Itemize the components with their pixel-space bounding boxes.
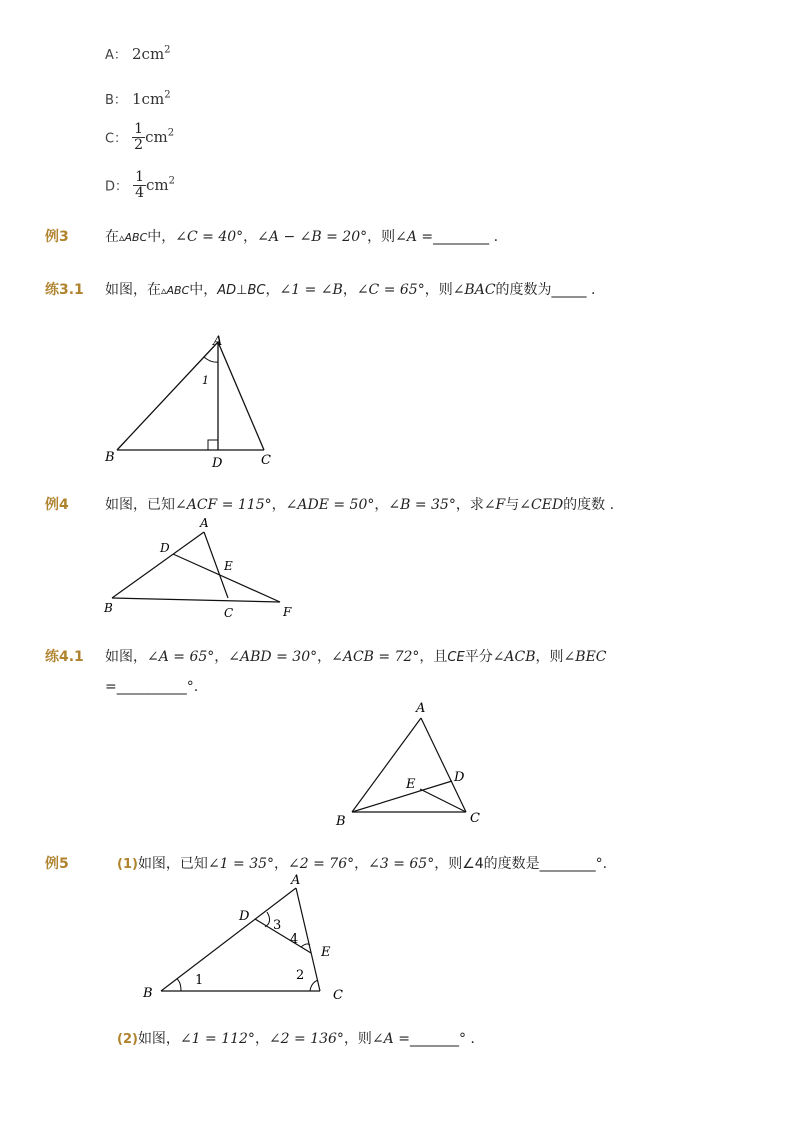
- ex5-p1-text-3: ，: [354, 856, 369, 872]
- option-c-fraction: [132, 122, 145, 152]
- segment-ba: [161, 888, 299, 991]
- option-d: [105, 170, 175, 200]
- option-c-label: C：: [105, 131, 128, 147]
- option-b-label: B：: [105, 93, 127, 108]
- ex5-p2-text-4: _______° .: [409, 1031, 475, 1047]
- fig5-label-c: C: [333, 988, 343, 1003]
- option-d-fraction: [133, 170, 146, 200]
- ex4-text-6: 的度数 .: [563, 497, 615, 513]
- example-3-label: 例3: [45, 229, 69, 245]
- ex5-p1-text-1: 如图，已知: [137, 856, 208, 872]
- ex4-math-2: ∠ADE = 50°: [285, 497, 375, 513]
- figure-triangle-abc-altitude: [95, 330, 295, 470]
- fig5-label-2: 2: [296, 968, 305, 983]
- ex5-part-1-label: (1): [117, 857, 138, 872]
- option-c-num: 1: [134, 121, 144, 137]
- pr31-text-2: 中，: [189, 282, 218, 298]
- ex3-math-2: ∠A − ∠B = 20°: [257, 229, 368, 245]
- fig41-label-e: E: [406, 777, 416, 792]
- example-4-label: 例4: [45, 497, 69, 513]
- pr31-text-1: 如图，在: [105, 282, 161, 298]
- ex5-p2-text-3: ，则: [343, 1031, 372, 1047]
- pr41-ce: CE: [447, 650, 465, 665]
- pr31-text-3: ，: [265, 282, 280, 298]
- option-d-den: 4: [135, 184, 145, 201]
- practice-3-1-question: [105, 279, 595, 299]
- ex4-text-3: ，: [374, 497, 389, 513]
- option-d-unit: cm: [146, 176, 169, 195]
- option-d-num: 1: [135, 169, 145, 185]
- pr41-text-3: ，: [317, 649, 332, 665]
- practice-3-1-label: 练3.1: [45, 282, 84, 298]
- ex3-text-4: ，则: [367, 229, 396, 245]
- fig5-label-1: 1: [195, 973, 204, 988]
- ex4-math-4: ∠F: [483, 497, 506, 513]
- fig4-label-e: E: [224, 559, 233, 573]
- ex4-math-1: ∠ACF = 115°: [175, 497, 272, 513]
- ex3-math-1: ∠C = 40°: [175, 229, 244, 245]
- pr31-text-4: ，: [342, 282, 357, 298]
- fig5-label-e: E: [321, 945, 331, 960]
- pr41-text-4: ，且: [419, 649, 448, 665]
- example-5-label: 例5: [45, 856, 69, 872]
- option-a-exp: 2: [164, 44, 171, 56]
- option-b-value: 1cm: [132, 90, 165, 108]
- pr31-math-1: ∠1 = ∠B: [279, 282, 343, 298]
- fig4-label-c: C: [224, 606, 234, 620]
- option-b-exp: 2: [164, 89, 171, 101]
- segment-ba: [352, 718, 421, 812]
- option-c: [105, 122, 174, 152]
- fig41-label-c: C: [470, 811, 480, 826]
- pr41-text-5: 平分: [464, 649, 493, 665]
- ex3-math-3: ∠A =: [395, 229, 434, 245]
- pr31-text-6: 的度数为_____ .: [495, 282, 596, 298]
- pr31-text-5: ，则: [424, 282, 453, 298]
- practice-4-1-line-2: [105, 679, 198, 695]
- example-5-part-1: [117, 853, 607, 873]
- ex5-p2-math-2: ∠2 = 136°: [268, 1031, 344, 1047]
- option-c-den: 2: [134, 136, 144, 153]
- pr41-blank: __________°.: [116, 679, 199, 695]
- segment-bf: [112, 598, 280, 602]
- segment-de: [255, 919, 311, 953]
- segment-ce: [420, 789, 466, 812]
- option-a: [105, 44, 171, 63]
- ex5-p1-math-1: ∠1 = 35°: [207, 856, 275, 872]
- fig5-label-d: D: [239, 909, 250, 924]
- option-d-label: D：: [105, 179, 129, 195]
- angle-4-arc: [301, 944, 310, 947]
- fig5-label-3: 3: [273, 918, 282, 933]
- practice-4-1-question: [105, 646, 607, 666]
- ex4-math-3: ∠B = 35°: [388, 497, 456, 513]
- ex3-triangle: ▵ABC: [119, 231, 148, 244]
- ex4-text-4: ，求: [455, 497, 484, 513]
- pr31-math-2: ∠C = 65°: [356, 282, 425, 298]
- fig31-label-d: D: [212, 456, 223, 470]
- fig31-label-1: 1: [202, 374, 209, 387]
- right-angle-mark: [208, 440, 218, 450]
- practice-4-1-label: 练4.1: [45, 649, 84, 665]
- ex4-text-2: ，: [271, 497, 286, 513]
- fig41-label-b: B: [336, 814, 346, 829]
- example-3-question: [105, 226, 498, 246]
- ex4-text-5: 与: [505, 497, 520, 513]
- ex3-blank: ________ .: [433, 229, 499, 245]
- ex5-p1-text-4: ，则∠4的度数是________°.: [434, 856, 608, 872]
- pr41-math-4: ∠ACB: [492, 649, 536, 665]
- angle-1-arc: [204, 357, 218, 362]
- pr41-math-2: ∠ABD = 30°: [228, 649, 318, 665]
- fig4-label-a: A: [200, 516, 209, 530]
- pr31-perp: AD⊥BC: [217, 283, 266, 298]
- fig4-label-b: B: [104, 601, 113, 615]
- pr41-text-1: 如图，: [105, 649, 147, 665]
- figure-triangle-bisector: [330, 698, 490, 830]
- pr41-text-6: ，则: [535, 649, 564, 665]
- ex4-math-5: ∠CED: [519, 497, 564, 513]
- ex5-p2-text-1: 如图，: [137, 1031, 180, 1047]
- fig41-label-d: D: [454, 770, 465, 785]
- pr31-math-3: ∠BAC: [452, 282, 496, 298]
- segment-ba: [112, 532, 204, 598]
- pr41-math-5: ∠BEC: [563, 649, 607, 665]
- angle-1-arc: [177, 979, 181, 991]
- example-5-part-2: [117, 1028, 475, 1048]
- ex5-p2-math-1: ∠1 = 112°: [179, 1031, 255, 1047]
- segment-ac: [421, 718, 466, 812]
- ex5-p2-math-3: ∠A =: [371, 1031, 410, 1047]
- example-4-question: [105, 494, 614, 514]
- fig41-label-a: A: [416, 701, 426, 716]
- fig5-label-b: B: [143, 986, 153, 1001]
- option-c-unit: cm: [145, 128, 168, 147]
- pr41-text-2: ，: [214, 649, 229, 665]
- fig31-label-c: C: [261, 453, 271, 468]
- ex5-part-2-label: (2): [117, 1032, 138, 1047]
- option-a-label: A：: [105, 48, 127, 63]
- pr41-math-3: ∠ACB = 72°: [331, 649, 420, 665]
- pr41-math-1: ∠A = 65°: [147, 649, 215, 665]
- angle-3-arc: [265, 912, 270, 927]
- fig4-label-d: D: [160, 541, 170, 555]
- pr31-triangle: ▵ABC: [161, 284, 190, 297]
- figure-triangle-extended: [100, 514, 300, 622]
- ex3-text-2: 中，: [147, 229, 176, 245]
- option-c-exp: 2: [167, 127, 175, 139]
- option-a-value: 2cm: [132, 45, 165, 63]
- ex5-p1-text-2: ，: [274, 856, 289, 872]
- segment-ab: [117, 342, 218, 450]
- fig31-label-b: B: [105, 450, 115, 465]
- segment-bd: [352, 781, 452, 812]
- angle-2-arc: [310, 980, 318, 991]
- fig31-label-a: A: [213, 334, 223, 349]
- ex3-text-3: ，: [243, 229, 258, 245]
- option-d-exp: 2: [168, 175, 176, 187]
- figure-triangle-angles: [135, 872, 355, 1007]
- option-b: [105, 89, 171, 108]
- ex4-text-1: 如图，已知: [105, 497, 175, 513]
- fig5-label-4: 4: [290, 932, 299, 947]
- fig5-label-a: A: [291, 873, 301, 888]
- pr41-equals: =: [105, 679, 117, 695]
- ex5-p1-math-2: ∠2 = 76°: [288, 856, 355, 872]
- ex5-p2-text-2: ，: [254, 1031, 269, 1047]
- ex5-p1-math-3: ∠3 = 65°: [368, 856, 435, 872]
- fig4-label-f: F: [283, 605, 292, 619]
- ex3-text-1: 在: [105, 229, 119, 245]
- segment-ac: [218, 342, 264, 450]
